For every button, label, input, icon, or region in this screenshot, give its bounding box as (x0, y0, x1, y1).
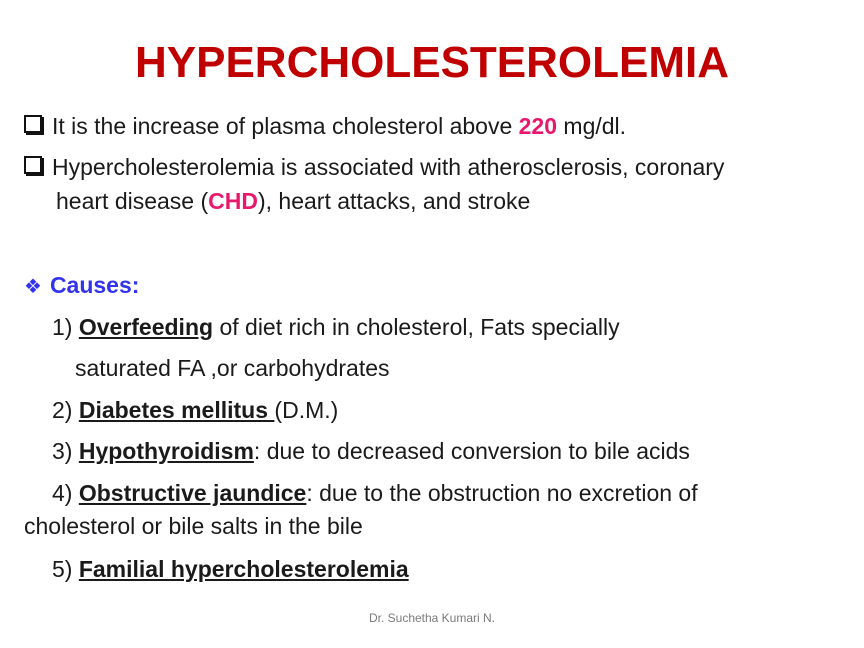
cause-item-5 (52, 554, 409, 584)
bullet-associations-cont (56, 186, 530, 216)
cause-term: Hypothyroidism (78, 438, 254, 464)
bullet1-unit: mg/dl. (557, 113, 627, 139)
bullet2-line1: Hypercholesterolemia is associated with atherosclerosis, coronary (52, 154, 725, 180)
cause-number: 1) (52, 314, 79, 340)
cause-number: 4) (52, 480, 79, 506)
causes-heading-text: Causes: (49, 272, 140, 298)
diamond-bullet-icon: ❖ (24, 276, 42, 298)
slide-title: HYPERCHOLESTEROLEMIA (134, 38, 730, 87)
cause-description: (D.M.) (274, 397, 339, 423)
cholesterol-threshold-value: 220 (518, 113, 558, 139)
bullet-associations (24, 152, 724, 182)
cause-item-4-cont (24, 511, 363, 541)
cause-item-2 (52, 395, 338, 425)
cause-item-4 (52, 478, 698, 508)
cause-number: 3) (52, 438, 79, 464)
cause-description: : due to the obstruction no excretion of (306, 480, 698, 506)
slide-footer-author: Dr. Suchetha Kumari N. (368, 611, 496, 625)
cause-term: Diabetes mellitus (78, 397, 275, 423)
cause-item-3 (52, 436, 690, 466)
cause-description-cont: saturated FA ,or carbohydrates (75, 355, 390, 381)
bullet-plasma-cholesterol (24, 111, 626, 141)
cause-description: of diet rich in cholesterol, Fats specially (213, 314, 620, 340)
chd-abbreviation: CHD (208, 188, 258, 214)
cause-item-1 (52, 312, 620, 342)
cause-term: Overfeeding (78, 314, 214, 340)
cause-term: Obstructive jaundice (78, 480, 307, 506)
bullet2-line2-pre: heart disease ( (56, 188, 209, 214)
checkbox-bullet-icon (24, 156, 42, 174)
cause-description: : due to decreased conversion to bile acids (253, 438, 690, 464)
cause-number: 2) (52, 397, 79, 423)
cause-number: 5) (52, 556, 79, 582)
bullet2-line2-post: ), heart attacks, and stroke (257, 188, 531, 214)
cause-term: Familial hypercholesterolemia (78, 556, 409, 582)
cause-item-1-cont (75, 353, 390, 383)
cause-description-cont: cholesterol or bile salts in the bile (24, 513, 363, 539)
bullet1-text: It is the increase of plasma cholesterol above (52, 113, 519, 139)
checkbox-bullet-icon (24, 115, 42, 133)
causes-heading (24, 270, 139, 302)
